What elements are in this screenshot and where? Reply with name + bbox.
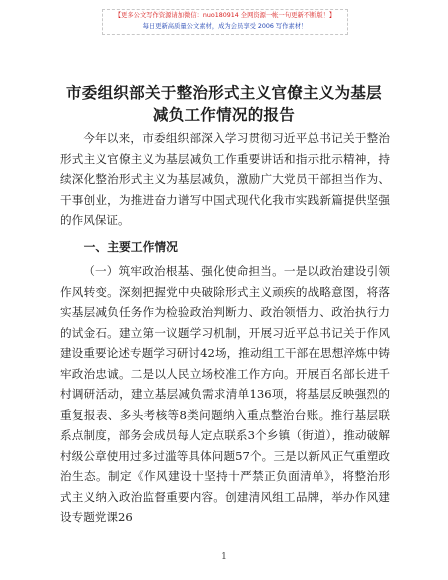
document-title bbox=[40, 82, 408, 126]
body-paragraph: （一）筑牢政治根基、强化使命担当。一是以政治建设引领作风转变。深刻把握党中央破除形式主义顽疾的战略意图，将落实基层减负任务作为检验政治判断力、政治领悟力、政治执行力的试金石。建立第一议题学习机制，开展习近平总书记关于作风建设重要论述专题学习研讨42场，推动组工干部在思想淬炼中铸牢政治忠诚。二是以人民立场校准工作方向。开展百名部长进千村调研活动，建立基层减负需求清单136项，将基层反映强烈的重复报表、多头考核等8类问题纳入重点整治台账。推行基层联系点制度，部务会成员每人定点联系3个乡镇（街道），推动破解村级公章使用过多过滥等具体问题57个。三是以新风正气重塑政治生态。制定《作风建设十坚持十严禁正负面清单》，将整治形式主义纳入政治监督重要内容。创建清风组工品牌，举办作风建设专题党课26 bbox=[60, 264, 390, 524]
document-title-line1: 市委组织部关于整治形式主义官僚主义为基层 bbox=[65, 83, 382, 102]
promo-banner-line2: 每日更新高质量公文素材，成为会员享受 2006 写作素材！ bbox=[142, 23, 308, 30]
intro-paragraph: 今年以来，市委组织部深入学习贯彻习近平总书记关于整治形式主义官僚主义为基层减负工作重要讲话和指示批示精神，持续深化整治形式主义为基层减负，激励广大党员干部担当作为、干事创业，为推进奋力谱写中国式现代化我市实践新篇提供坚强的作风保证。 bbox=[60, 131, 390, 227]
document-title-line2: 减负工作情况的报告 bbox=[152, 105, 296, 124]
document-body bbox=[60, 128, 390, 528]
section-heading: 一、主要工作情况 bbox=[83, 239, 178, 254]
promo-banner-line1: 【更多公文写作资源请加微信：nuo180914 全网资源一帐一句更新不断版！】 bbox=[114, 12, 336, 19]
promo-banner bbox=[102, 9, 348, 35]
page-number: 1 bbox=[221, 552, 227, 562]
